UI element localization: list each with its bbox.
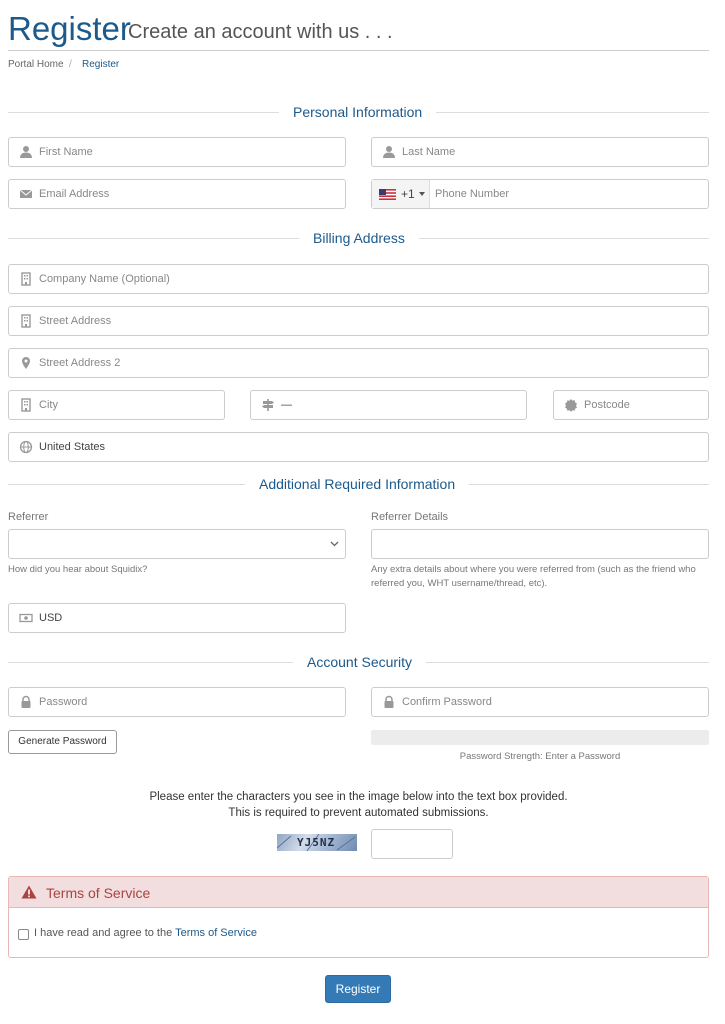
phone-placeholder: Phone Number bbox=[435, 188, 509, 200]
generate-password-button[interactable]: Generate Password bbox=[8, 730, 117, 754]
street-address-2-input[interactable] bbox=[8, 348, 709, 378]
street-address-placeholder: Street Address bbox=[39, 315, 112, 327]
tos-title: Terms of Service bbox=[46, 885, 151, 901]
user-icon bbox=[19, 145, 33, 159]
register-button[interactable]: Register bbox=[325, 975, 391, 1003]
phone-country-code: +1 bbox=[401, 187, 415, 201]
us-flag-icon bbox=[379, 189, 396, 200]
referrer-details-help: Any extra details about where you were referred from (such as the friend who referred you, WHT username/thread, etc). bbox=[371, 564, 696, 589]
first-name-placeholder: First Name bbox=[39, 146, 93, 158]
breadcrumb-current: Register bbox=[82, 59, 120, 70]
breadcrumb-home[interactable]: Portal Home bbox=[8, 59, 64, 70]
postcode-placeholder: Postcode bbox=[584, 399, 630, 411]
section-title-personal: Personal Information bbox=[279, 104, 436, 120]
password-strength-text: Password Strength: Enter a Password bbox=[459, 751, 621, 762]
lock-icon bbox=[19, 695, 33, 709]
envelope-icon bbox=[19, 187, 33, 201]
phone-input[interactable] bbox=[371, 179, 709, 209]
last-name-input[interactable] bbox=[371, 137, 709, 167]
tos-panel-header bbox=[9, 877, 708, 908]
user-icon bbox=[382, 145, 396, 159]
globe-icon bbox=[19, 440, 33, 454]
country-code-selector[interactable] bbox=[372, 180, 430, 208]
city-placeholder: City bbox=[39, 399, 58, 411]
section-title-additional: Additional Required Information bbox=[245, 476, 469, 492]
tos-checkbox[interactable] bbox=[18, 929, 29, 940]
breadcrumb-separator: / bbox=[69, 59, 72, 70]
password-placeholder: Password bbox=[39, 696, 88, 708]
last-name-placeholder: Last Name bbox=[402, 146, 456, 158]
referrer-details-input[interactable] bbox=[371, 529, 709, 559]
section-title-security: Account Security bbox=[293, 654, 426, 670]
warning-icon bbox=[21, 885, 37, 899]
confirm-password-input[interactable] bbox=[371, 687, 709, 717]
section-title-billing: Billing Address bbox=[299, 230, 419, 246]
money-icon bbox=[19, 611, 33, 625]
tos-panel bbox=[8, 876, 709, 958]
tos-agree-text: I have read and agree to the bbox=[34, 927, 173, 939]
first-name-input[interactable] bbox=[8, 137, 346, 167]
country-select[interactable] bbox=[8, 432, 709, 462]
building-icon bbox=[19, 314, 33, 328]
country-value: United States bbox=[39, 441, 106, 453]
password-input[interactable] bbox=[8, 687, 346, 717]
signpost-icon bbox=[261, 398, 275, 412]
email-placeholder: Email Address bbox=[39, 188, 110, 200]
captcha-image-text: YJ5NZ bbox=[297, 836, 336, 849]
street-address-2-placeholder: Street Address 2 bbox=[39, 357, 121, 369]
building-icon bbox=[19, 398, 33, 412]
referrer-help: How did you hear about Squidix? bbox=[8, 564, 148, 575]
certificate-icon bbox=[564, 398, 578, 412]
map-marker-icon bbox=[19, 356, 33, 370]
captcha-instructions-line1: Please enter the characters you see in the image below into the text box provided. bbox=[149, 791, 568, 803]
currency-select[interactable] bbox=[8, 603, 346, 633]
currency-value: USD bbox=[39, 612, 63, 624]
tos-link[interactable]: Terms of Service bbox=[175, 927, 257, 939]
captcha-image bbox=[277, 834, 357, 851]
captcha-input[interactable] bbox=[371, 829, 453, 859]
lock-icon bbox=[382, 695, 396, 709]
building-icon bbox=[19, 272, 33, 286]
page-title: Register bbox=[8, 10, 131, 47]
tos-agree-label[interactable] bbox=[34, 927, 257, 939]
chevron-down-icon bbox=[330, 541, 339, 547]
state-value: — bbox=[281, 399, 292, 411]
referrer-label: Referrer bbox=[8, 511, 49, 523]
caret-down-icon bbox=[419, 192, 425, 196]
referrer-select[interactable] bbox=[8, 529, 346, 559]
referrer-details-label: Referrer Details bbox=[371, 511, 449, 523]
email-input[interactable] bbox=[8, 179, 346, 209]
company-input[interactable] bbox=[8, 264, 709, 294]
postcode-input[interactable] bbox=[553, 390, 709, 420]
state-select[interactable] bbox=[250, 390, 527, 420]
street-address-input[interactable] bbox=[8, 306, 709, 336]
title-divider bbox=[8, 50, 709, 51]
company-placeholder: Company Name (Optional) bbox=[39, 273, 170, 285]
city-input[interactable] bbox=[8, 390, 225, 420]
captcha-instructions-line2: This is required to prevent automated submissions. bbox=[228, 807, 489, 819]
password-strength-bar bbox=[371, 730, 709, 745]
confirm-password-placeholder: Confirm Password bbox=[402, 696, 492, 708]
page-subtitle: Create an account with us . . . bbox=[128, 21, 393, 43]
